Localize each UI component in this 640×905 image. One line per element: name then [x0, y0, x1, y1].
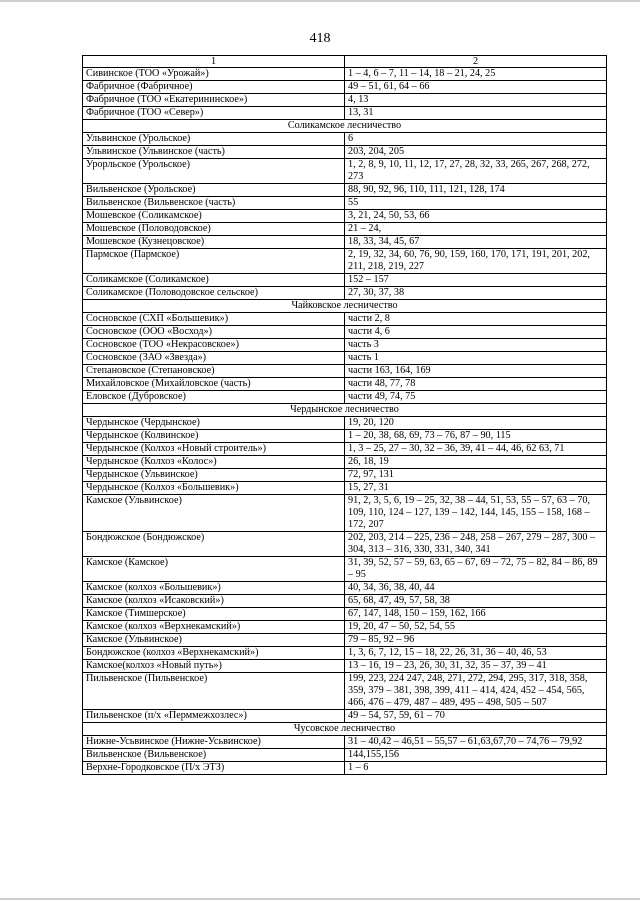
table-header-row: [83, 56, 607, 68]
quarters-cell: 26, 18, 19: [345, 456, 607, 469]
table-row: [83, 582, 607, 595]
table-row: [83, 146, 607, 159]
quarters-cell: 91, 2, 3, 5, 6, 19 – 25, 32, 38 – 44, 51, 53, 55 – 57, 63 – 70, 109, 110, 124 – 127, 139 – 142, 144, 145, 155 – 158, 168 – 172, 207: [345, 495, 607, 532]
forestry-name-cell: Пильвенское (п/х «Перммежхозлес»): [83, 710, 345, 723]
forestry-name-cell: Вильвенское (Вильвенское): [83, 749, 345, 762]
quarters-cell: 1, 3, 6, 7, 12, 15 – 18, 22, 26, 31, 36 – 40, 46, 53: [345, 647, 607, 660]
section-header-row: [83, 300, 607, 313]
quarters-cell: 67, 147, 148, 150 – 159, 162, 166: [345, 608, 607, 621]
quarters-cell: часть 1: [345, 352, 607, 365]
quarters-cell: 79 – 85, 92 – 96: [345, 634, 607, 647]
forestry-name-cell: Чердынское (Колхоз «Большевик»): [83, 482, 345, 495]
quarters-cell: 49 – 54, 57, 59, 61 – 70: [345, 710, 607, 723]
quarters-cell: 1 – 4, 6 – 7, 11 – 14, 18 – 21, 24, 25: [345, 68, 607, 81]
quarters-cell: 31, 39, 52, 57 – 59, 63, 65 – 67, 69 – 72, 75 – 82, 84 – 86, 89 – 95: [345, 557, 607, 582]
quarters-cell: часть 3: [345, 339, 607, 352]
table-row: [83, 184, 607, 197]
quarters-cell: 13, 31: [345, 107, 607, 120]
quarters-cell: 18, 33, 34, 45, 67: [345, 236, 607, 249]
quarters-cell: части 49, 74, 75: [345, 391, 607, 404]
bottom-scan-edge: [0, 898, 640, 900]
forestry-name-cell: Камское (Ульвинское): [83, 495, 345, 532]
table-row: [83, 210, 607, 223]
section-title: Соликамское лесничество: [83, 120, 607, 133]
forestry-name-cell: Соликамское (Половодовское сельское): [83, 287, 345, 300]
table-row: [83, 352, 607, 365]
forestry-name-cell: Чердынское (Колхоз «Новый строитель»): [83, 443, 345, 456]
forestry-name-cell: Пильвенское (Пильвенское): [83, 673, 345, 710]
table-row: [83, 736, 607, 749]
forestry-name-cell: Пармское (Пармское): [83, 249, 345, 274]
table-row: [83, 223, 607, 236]
table-row: [83, 365, 607, 378]
quarters-cell: 203, 204, 205: [345, 146, 607, 159]
header-col-2: 2: [345, 56, 607, 68]
table-row: [83, 430, 607, 443]
quarters-cell: 40, 34, 36, 38, 40, 44: [345, 582, 607, 595]
forestry-name-cell: Фабричное (ТОО «Екатерининское»): [83, 94, 345, 107]
table-row: [83, 81, 607, 94]
table-row: [83, 417, 607, 430]
forestry-name-cell: Сивинское (ТОО «Урожай»): [83, 68, 345, 81]
forestry-name-cell: Сосновское (ЗАО «Звезда»): [83, 352, 345, 365]
forestry-name-cell: Чердынское (Ульвинское): [83, 469, 345, 482]
forestry-name-cell: Мошевское (Половодовское): [83, 223, 345, 236]
table-row: [83, 107, 607, 120]
forestry-name-cell: Вильвенское (Урольское): [83, 184, 345, 197]
quarters-cell: 144,155,156: [345, 749, 607, 762]
forestry-name-cell: Чердынское (Колхоз «Колос»): [83, 456, 345, 469]
quarters-cell: 1, 2, 8, 9, 10, 11, 12, 17, 27, 28, 32, 33, 265, 267, 268, 272, 273: [345, 159, 607, 184]
forestry-name-cell: Камское (Ульвинское): [83, 634, 345, 647]
table-row: [83, 378, 607, 391]
header-col-1: 1: [83, 56, 345, 68]
table-row: [83, 197, 607, 210]
section-title: Чусовское лесничество: [83, 723, 607, 736]
table-row: [83, 236, 607, 249]
quarters-cell: части 2, 8: [345, 313, 607, 326]
table-row: [83, 482, 607, 495]
table-row: [83, 660, 607, 673]
forestry-name-cell: Нижне-Усьвинское (Нижне-Усьвинское): [83, 736, 345, 749]
quarters-cell: 15, 27, 31: [345, 482, 607, 495]
table-row: [83, 339, 607, 352]
page-number: 418: [309, 31, 331, 46]
quarters-cell: 21 – 24,: [345, 223, 607, 236]
table-row: [83, 647, 607, 660]
quarters-cell: 13 – 16, 19 – 23, 26, 30, 31, 32, 35 – 37, 39 – 41: [345, 660, 607, 673]
forestry-name-cell: Камское (Камское): [83, 557, 345, 582]
table-row: [83, 274, 607, 287]
table-row: [83, 94, 607, 107]
forestry-name-cell: Михайловское (Михайловское (часть): [83, 378, 345, 391]
table-row: [83, 749, 607, 762]
quarters-cell: 1 – 20, 38, 68, 69, 73 – 76, 87 – 90, 115: [345, 430, 607, 443]
forestry-name-cell: Степановское (Степановское): [83, 365, 345, 378]
table-row: [83, 495, 607, 532]
table-row: [83, 391, 607, 404]
quarters-cell: 199, 223, 224 247, 248, 271, 272, 294, 295, 317, 318, 358, 359, 379 – 381, 398, 399, 411 – 414, 424, 452 – 454, 565, 466, 476 – 479, 487 – 489, 495 – 498, 505 – 507: [345, 673, 607, 710]
table-row: [83, 443, 607, 456]
forestry-name-cell: Ульвинское (Ульвинское (часть): [83, 146, 345, 159]
quarters-cell: 6: [345, 133, 607, 146]
forestry-name-cell: Чердынское (Колвинское): [83, 430, 345, 443]
forestry-name-cell: Камское (Тимшерское): [83, 608, 345, 621]
section-title: Чайковское лесничество: [83, 300, 607, 313]
quarters-cell: 49 – 51, 61, 64 – 66: [345, 81, 607, 94]
table-row: [83, 608, 607, 621]
table-row: [83, 456, 607, 469]
quarters-cell: 65, 68, 47, 49, 57, 58, 38: [345, 595, 607, 608]
table-row: [83, 249, 607, 274]
quarters-cell: 202, 203, 214 – 225, 236 – 248, 258 – 267, 279 – 287, 300 – 304, 313 – 316, 330, 331, 340, 341: [345, 532, 607, 557]
quarters-cell: 31 – 40,42 – 46,51 – 55,57 – 61,63,67,70 – 74,76 – 79,92: [345, 736, 607, 749]
table-row: [83, 673, 607, 710]
forestry-name-cell: Сосновское (ООО «Восход»): [83, 326, 345, 339]
table-row: [83, 133, 607, 146]
table-row: [83, 710, 607, 723]
forestry-name-cell: Урорльское (Урольское): [83, 159, 345, 184]
table-row: [83, 595, 607, 608]
quarters-cell: 19, 20, 120: [345, 417, 607, 430]
forestry-name-cell: Камское (колхоз «Верхнекамский»): [83, 621, 345, 634]
quarters-cell: 152 – 157: [345, 274, 607, 287]
quarters-cell: 4, 13: [345, 94, 607, 107]
top-scan-edge: [0, 0, 640, 2]
forestry-name-cell: Сосновское (СХП «Большевик»): [83, 313, 345, 326]
section-header-row: [83, 120, 607, 133]
quarters-cell: 2, 19, 32, 34, 60, 76, 90, 159, 160, 170, 171, 191, 201, 202, 211, 218, 219, 227: [345, 249, 607, 274]
forestry-name-cell: Мошевское (Кузнецовское): [83, 236, 345, 249]
forestry-name-cell: Ульвинское (Урольское): [83, 133, 345, 146]
forestry-name-cell: Еловское (Дубровское): [83, 391, 345, 404]
quarters-cell: 3, 21, 24, 50, 53, 66: [345, 210, 607, 223]
table-row: [83, 762, 607, 775]
table-row: [83, 68, 607, 81]
quarters-cell: части 48, 77, 78: [345, 378, 607, 391]
quarters-cell: 72, 97, 131: [345, 469, 607, 482]
forestry-name-cell: Чердынское (Чердынское): [83, 417, 345, 430]
table-row: [83, 532, 607, 557]
section-header-row: [83, 404, 607, 417]
forestry-name-cell: Камское(колхоз «Новый путь»): [83, 660, 345, 673]
table-row: [83, 159, 607, 184]
quarters-cell: 19, 20, 47 – 50, 52, 54, 55: [345, 621, 607, 634]
quarters-cell: 1, 3 – 25, 27 – 30, 32 – 36, 39, 41 – 44, 46, 62 63, 71: [345, 443, 607, 456]
table-row: [83, 326, 607, 339]
table-row: [83, 287, 607, 300]
forestry-name-cell: Бондюжское (колхоз «Верхнекамский»): [83, 647, 345, 660]
quarters-cell: 1 – 6: [345, 762, 607, 775]
table-row: [83, 557, 607, 582]
forestry-name-cell: Вильвенское (Вильвенское (часть): [83, 197, 345, 210]
quarters-cell: части 4, 6: [345, 326, 607, 339]
forestry-name-cell: Фабричное (ТОО «Север»): [83, 107, 345, 120]
forestry-name-cell: Камское (колхоз «Большевик»): [83, 582, 345, 595]
quarters-cell: 27, 30, 37, 38: [345, 287, 607, 300]
forestry-quarters-table: [82, 55, 607, 775]
forestry-name-cell: Мошевское (Соликамское): [83, 210, 345, 223]
forestry-name-cell: Сосновское (ТОО «Некрасовское»): [83, 339, 345, 352]
table-row: [83, 313, 607, 326]
table-row: [83, 469, 607, 482]
table-body: [83, 56, 607, 775]
section-header-row: [83, 723, 607, 736]
forestry-name-cell: Фабричное (Фабричное): [83, 81, 345, 94]
quarters-cell: части 163, 164, 169: [345, 365, 607, 378]
forestry-name-cell: Бондюжское (Бондюжское): [83, 532, 345, 557]
quarters-cell: 55: [345, 197, 607, 210]
forestry-name-cell: Соликамское (Соликамское): [83, 274, 345, 287]
table-row: [83, 634, 607, 647]
table-row: [83, 621, 607, 634]
forestry-name-cell: Камское (колхоз «Исаковский»): [83, 595, 345, 608]
section-title: Чердынское лесничество: [83, 404, 607, 417]
forestry-name-cell: Верхне-Городковское (П/х ЭТЗ): [83, 762, 345, 775]
quarters-cell: 88, 90, 92, 96, 110, 111, 121, 128, 174: [345, 184, 607, 197]
